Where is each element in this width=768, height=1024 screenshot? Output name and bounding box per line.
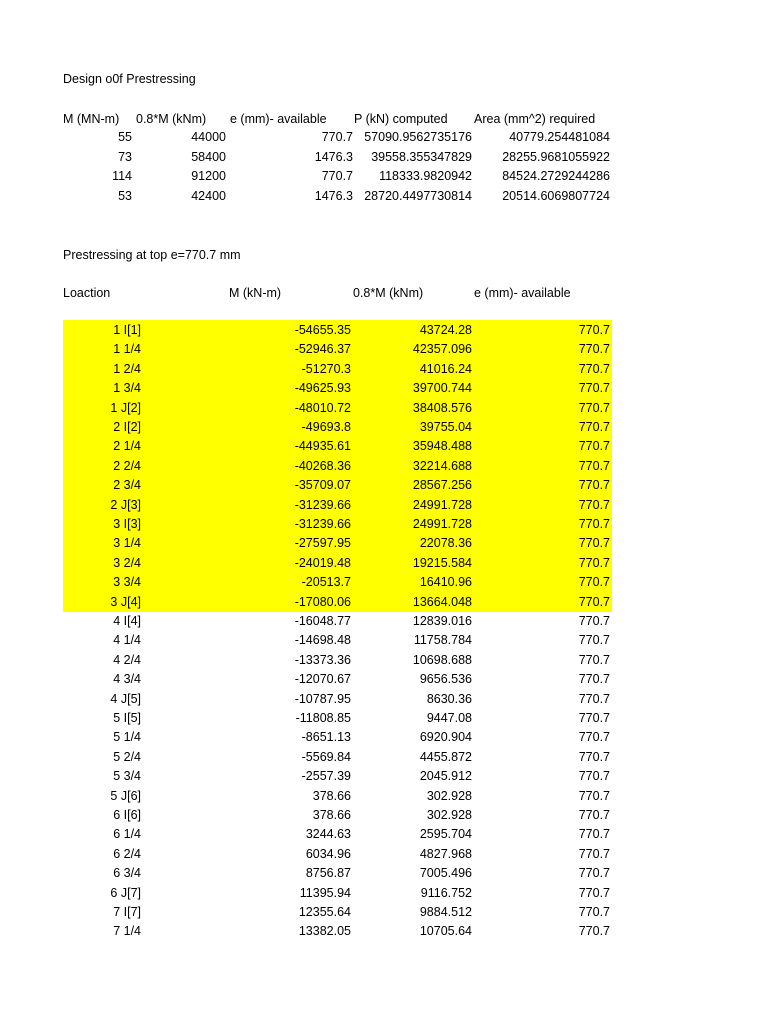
table-cell: 770.7	[578, 730, 610, 745]
table-cell: 4 2/4	[113, 652, 141, 667]
table-row	[0, 399, 768, 419]
table-cell: 28567.256	[412, 478, 472, 493]
table-cell: 3 I[3]	[113, 517, 141, 531]
summary-cell: 84524.2729244286	[502, 169, 610, 184]
table-cell: 2 I[2]	[113, 420, 141, 434]
table-cell: 3 1/4	[113, 536, 141, 551]
table-cell: 2 2/4	[113, 458, 141, 473]
table-cell: 4 3/4	[113, 672, 141, 687]
table-cell: 10698.688	[412, 652, 472, 667]
table-row	[0, 534, 768, 554]
table-row	[0, 496, 768, 516]
table-cell: -13373.36	[294, 652, 351, 667]
table-cell: 5 2/4	[113, 749, 141, 764]
table-cell: 3 2/4	[113, 555, 141, 570]
table-cell: 6 2/4	[113, 846, 141, 861]
table-row	[0, 379, 768, 399]
table-row	[0, 825, 768, 845]
table-cell: 39700.744	[412, 381, 472, 396]
table-cell: 302.928	[426, 788, 472, 803]
table-cell: 770.7	[578, 478, 610, 493]
table-cell: 4 J[5]	[110, 691, 141, 706]
summary-header-m: M (MN-m)	[63, 112, 120, 126]
moment-header: M (kN-m)	[229, 286, 282, 300]
table-cell: 19215.584	[412, 555, 472, 570]
table-cell: 770.7	[578, 400, 610, 415]
table-cell: -49625.93	[294, 381, 351, 396]
table-cell: -16048.77	[294, 614, 351, 628]
table-row	[0, 845, 768, 865]
table-cell: 11395.94	[299, 885, 351, 900]
table-cell: 4 1/4	[113, 633, 141, 648]
table-row	[0, 670, 768, 690]
table-cell: 770.7	[578, 885, 610, 900]
table-cell: 770.7	[578, 458, 610, 473]
factored-moment-header: 0.8*M (kNm)	[353, 286, 424, 300]
table-row	[0, 418, 768, 438]
table-cell: 770.7	[578, 827, 610, 842]
table-row	[0, 651, 768, 671]
table-cell: 2 3/4	[113, 478, 141, 493]
table-cell: 770.7	[578, 594, 610, 609]
summary-cell: 58400	[191, 149, 226, 164]
summary-cell: 28720.4497730814	[364, 189, 472, 204]
table-row	[0, 612, 768, 632]
table-cell: -10787.95	[294, 691, 351, 706]
table-cell: 2 1/4	[113, 439, 141, 454]
table-cell: -48010.72	[294, 400, 351, 415]
table-cell: 770.7	[578, 575, 610, 590]
table-cell: 6034.96	[305, 846, 351, 861]
table-cell: 1 1/4	[113, 342, 141, 357]
table-cell: 302.928	[426, 808, 472, 822]
table-cell: 770.7	[578, 439, 610, 454]
table-cell: 378.66	[312, 788, 351, 803]
table-cell: 770.7	[578, 866, 610, 881]
table-cell: -49693.8	[301, 420, 351, 434]
table-row	[0, 360, 768, 380]
summary-cell: 55	[118, 130, 132, 144]
table-cell: 24991.728	[412, 497, 472, 512]
summary-cell: 28255.9681055922	[502, 149, 610, 164]
table-cell: -31239.66	[294, 517, 351, 531]
table-cell: 43724.28	[419, 323, 472, 337]
table-row	[0, 922, 768, 942]
table-cell: 770.7	[578, 672, 610, 687]
table-cell: 32214.688	[412, 458, 472, 473]
table-cell: 1 J[2]	[110, 400, 141, 415]
table-cell: 9884.512	[419, 905, 472, 919]
table-cell: -5569.84	[301, 749, 351, 764]
table-row	[0, 806, 768, 826]
summary-cell: 118333.9820942	[379, 169, 472, 184]
table-cell: 7 1/4	[113, 924, 141, 939]
table-row	[0, 340, 768, 360]
page-title: Design o0f Prestressing	[63, 72, 196, 86]
table-cell: 12839.016	[412, 614, 472, 628]
table-cell: 9447.08	[426, 711, 472, 725]
table-cell: 770.7	[578, 652, 610, 667]
summary-cell: 770.7	[321, 130, 353, 144]
table-row	[0, 515, 768, 535]
table-cell: 6 3/4	[113, 866, 141, 881]
summary-cell: 1476.3	[314, 189, 353, 204]
table-cell: 770.7	[578, 555, 610, 570]
table-cell: 1 I[1]	[113, 323, 141, 337]
table-cell: 770.7	[578, 614, 610, 628]
table-cell: 8756.87	[305, 866, 351, 881]
table-cell: 13382.05	[298, 924, 351, 939]
table-cell: 2 J[3]	[110, 497, 141, 512]
table-cell: 7 I[7]	[113, 905, 141, 919]
table-cell: 1 2/4	[113, 361, 141, 376]
table-row	[0, 748, 768, 768]
summary-cell: 91200	[191, 169, 226, 184]
table-cell: 3244.63	[305, 827, 351, 842]
table-cell: 770.7	[578, 536, 610, 551]
table-cell: 5 1/4	[113, 730, 141, 745]
table-cell: 6 I[6]	[113, 808, 141, 822]
table-cell: 6920.904	[419, 730, 472, 745]
table-cell: 770.7	[578, 633, 610, 648]
summary-header-e: e (mm)- available	[230, 112, 327, 126]
table-cell: 11758.784	[413, 633, 472, 648]
table-row	[0, 709, 768, 729]
table-row	[0, 884, 768, 904]
table-cell: 4 I[4]	[113, 614, 141, 628]
table-cell: -2557.39	[301, 769, 351, 784]
table-cell: -12070.67	[294, 672, 351, 687]
table-cell: -51270.3	[301, 361, 351, 376]
table-row	[0, 457, 768, 477]
table-cell: -40268.36	[294, 458, 351, 473]
table-cell: 770.7	[578, 691, 610, 706]
summary-cell: 53	[118, 189, 132, 204]
table-cell: -31239.66	[294, 497, 351, 512]
table-cell: -52946.37	[294, 342, 351, 357]
table-cell: 770.7	[578, 788, 610, 803]
table-cell: 9116.752	[420, 885, 472, 900]
section-title: Prestressing at top e=770.7 mm	[63, 248, 241, 262]
table-cell: 16410.96	[419, 575, 472, 590]
table-cell: -11808.85	[295, 711, 351, 725]
table-cell: 22078.36	[419, 536, 472, 551]
table-cell: -27597.95	[294, 536, 351, 551]
table-row	[0, 437, 768, 457]
table-cell: 4827.968	[419, 846, 472, 861]
table-row	[0, 787, 768, 807]
table-cell: 5 3/4	[113, 769, 141, 784]
table-cell: 2045.912	[419, 769, 472, 784]
table-cell: -20513.7	[301, 575, 351, 590]
summary-header-p: P (kN) computed	[354, 112, 448, 126]
table-cell: 770.7	[578, 769, 610, 784]
summary-cell: 44000	[191, 130, 226, 144]
table-row	[0, 728, 768, 748]
table-cell: -14698.48	[294, 633, 351, 648]
table-cell: 42357.096	[412, 342, 472, 357]
table-cell: 770.7	[578, 808, 610, 822]
table-row	[0, 321, 768, 341]
table-cell: 9656.536	[419, 672, 472, 687]
table-cell: 38408.576	[412, 400, 472, 415]
table-cell: 770.7	[578, 381, 610, 396]
table-cell: 3 3/4	[113, 575, 141, 590]
table-cell: -24019.48	[294, 555, 351, 570]
table-cell: 4455.872	[419, 749, 472, 764]
summary-header-08m: 0.8*M (kNm)	[136, 112, 207, 126]
table-row	[0, 593, 768, 613]
table-cell: 41016.24	[419, 361, 472, 376]
table-cell: 2595.704	[419, 827, 472, 842]
table-cell: 3 J[4]	[110, 594, 141, 609]
table-row	[0, 903, 768, 923]
table-cell: 12355.64	[298, 905, 351, 919]
table-row	[0, 631, 768, 651]
table-row	[0, 554, 768, 574]
summary-cell: 42400	[191, 189, 226, 204]
table-cell: 10705.64	[419, 924, 472, 939]
table-cell: 770.7	[578, 711, 610, 725]
summary-cell: 20514.6069807724	[502, 189, 610, 204]
table-cell: 7005.496	[419, 866, 472, 881]
table-cell: 1 3/4	[113, 381, 141, 396]
table-cell: 6 J[7]	[110, 885, 141, 900]
summary-cell: 114	[112, 169, 132, 184]
table-cell: 8630.36	[426, 691, 472, 706]
table-cell: 770.7	[578, 342, 610, 357]
table-cell: 770.7	[578, 323, 610, 337]
eccentricity-header: e (mm)- available	[474, 286, 571, 300]
summary-cell: 1476.3	[314, 149, 353, 164]
table-cell: 39755.04	[419, 420, 472, 434]
table-cell: -44935.61	[294, 439, 351, 454]
table-row	[0, 476, 768, 496]
table-cell: -54655.35	[294, 323, 351, 337]
table-cell: 770.7	[578, 517, 610, 531]
table-cell: -35709.07	[294, 478, 351, 493]
table-row	[0, 690, 768, 710]
table-cell: 770.7	[578, 846, 610, 861]
table-cell: 378.66	[312, 808, 351, 822]
summary-cell: 73	[118, 149, 132, 164]
table-cell: 35948.488	[412, 439, 472, 454]
summary-cell: 57090.9562735176	[364, 130, 472, 144]
summary-header-area: Area (mm^2) required	[474, 112, 596, 126]
summary-cell: 39558.355347829	[371, 149, 472, 164]
table-cell: 5 I[5]	[113, 711, 141, 725]
table-cell: 770.7	[578, 924, 610, 939]
table-cell: 770.7	[578, 905, 610, 919]
table-cell: 770.7	[578, 749, 610, 764]
table-cell: 770.7	[578, 361, 610, 376]
table-row	[0, 767, 768, 787]
table-row	[0, 864, 768, 884]
summary-cell: 770.7	[321, 169, 353, 184]
table-cell: 6 1/4	[113, 827, 141, 842]
loc-header: Loaction	[63, 286, 111, 300]
table-cell: 770.7	[578, 497, 610, 512]
table-cell: -17080.06	[294, 594, 351, 609]
table-cell: -8651.13	[301, 730, 351, 745]
table-cell: 13664.048	[412, 594, 472, 609]
table-cell: 770.7	[578, 420, 610, 434]
table-cell: 5 J[6]	[110, 788, 141, 803]
table-row	[0, 573, 768, 593]
table-cell: 24991.728	[412, 517, 472, 531]
summary-cell: 40779.254481084	[509, 130, 610, 144]
